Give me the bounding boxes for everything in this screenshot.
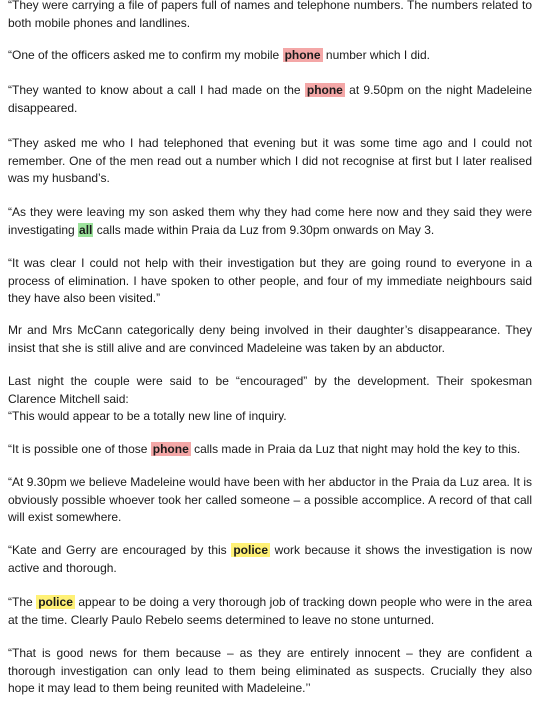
paragraph-9 <box>8 441 532 459</box>
paragraph-3-text-b: at 9.50pm on the night Madeleine disappeared. <box>8 83 532 115</box>
paragraph-10 <box>8 474 532 527</box>
paragraph-5-text-a: “As they were leaving my son asked them why they had come here now and they said they were investigating <box>8 205 532 237</box>
paragraph-11 <box>8 542 532 577</box>
paragraph-9-text-b: calls made in Praia da Luz that night may hold the key to this. <box>190 442 521 456</box>
highlight-all: all <box>79 222 93 237</box>
paragraph-1 <box>8 0 532 32</box>
paragraph-1-text: “They were carrying a file of papers full of names and telephone numbers. The numbers related to both mobile phones and landlines. <box>8 0 532 30</box>
paragraph-5-text-b: calls made within Praia da Luz from 9.30pm onwards on May 3. <box>93 222 435 237</box>
paragraph-10-text: “At 9.30pm we believe Madeleine would have been with her abductor in the Praia da Luz area. It is obviously possible whoever took her called someone – a possible accomplice. A record of that call will exist somewhere. <box>8 475 532 525</box>
paragraph-5 <box>8 204 532 239</box>
paragraph-11-text-a: “Kate and Gerry are encouraged by this <box>8 543 232 557</box>
paragraph-4 <box>8 135 532 188</box>
paragraph-12-text-a: “The <box>8 595 37 609</box>
highlight-police: police <box>38 595 73 609</box>
paragraph-9-text-a: “It is possible one of those <box>8 442 151 456</box>
paragraph-6-text: “It was clear I could not help with their investigation but they are going round to everyone in a process of elimination. I have spoken to other people, and four of my immediate neighbours said they have also been visited.” <box>8 256 532 306</box>
highlight-phone: phone <box>306 83 343 97</box>
paragraph-3-text-a: “They wanted to know about a call I had made on the <box>8 83 305 97</box>
paragraph-2-text-b: number which I did. <box>322 48 430 62</box>
paragraph-13 <box>8 645 532 698</box>
paragraph-8 <box>8 373 532 426</box>
paragraph-2 <box>8 47 532 65</box>
paragraph-13-text: “That is good news for them because – as they are entirely innocent – they are confident a thorough investigation can only lead to them being eliminated as suspects. Crucially they also hope it may lead to them being reunited with Madeleine.’’ <box>8 646 532 696</box>
paragraph-8-quote: “This would appear to be a totally new line of inquiry. <box>8 409 287 424</box>
paragraph-2-text-a: “One of the officers asked me to confirm my mobile <box>8 48 283 62</box>
paragraph-4-text: “They asked me who I had telephoned that evening but it was some time ago and I could not remember. One of the men read out a number which I did not recognise at first but I later realised was my husband’s. <box>8 136 532 186</box>
paragraph-7-text: Mr and Mrs McCann categorically deny being involved in their daughter’s disappearance. They insist that she is still alive and are convinced Madeleine was taken by an abductor. <box>8 323 532 355</box>
paragraph-7 <box>8 322 532 357</box>
highlight-police: police <box>233 543 269 557</box>
paragraph-8-text: Last night the couple were said to be “encouraged” by the development. Their spokesman Clarence Mitchell said: <box>8 374 532 406</box>
paragraph-3 <box>8 82 532 117</box>
paragraph-11-text-b: work because it shows the investigation is now active and thorough. <box>8 543 532 575</box>
highlight-phone: phone <box>284 48 321 62</box>
paragraph-12-text-b: appear to be doing a very thorough job of tracking down people who were in the area at the time. Clearly Paulo Rebelo seems determined to leave no stone unturned. <box>8 595 532 627</box>
paragraph-12 <box>8 594 532 629</box>
paragraph-6 <box>8 255 532 308</box>
highlight-phone: phone <box>152 442 189 456</box>
